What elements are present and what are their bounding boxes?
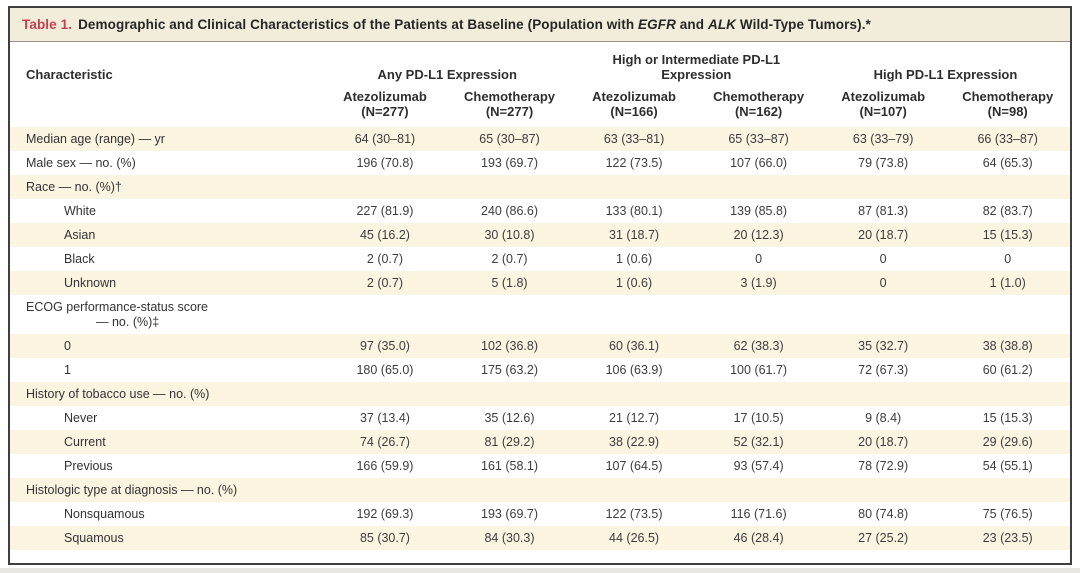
cell-value: 2 (0.7) bbox=[366, 252, 404, 266]
cell-value bbox=[572, 175, 697, 199]
cell-value bbox=[572, 382, 697, 406]
cell-value bbox=[821, 478, 946, 502]
cell-value: 78 (72.9) bbox=[858, 459, 909, 473]
table-row bbox=[10, 358, 1070, 382]
treatment-label: Atezolizumab bbox=[343, 89, 427, 104]
group-header-row bbox=[10, 42, 1070, 86]
cell-value: 27 (25.2) bbox=[858, 531, 909, 545]
cell-value bbox=[696, 478, 821, 502]
row-label: Asian bbox=[64, 228, 96, 242]
sample-size-label: (N=277) bbox=[485, 104, 534, 119]
table-title-text bbox=[78, 17, 871, 32]
cell-value: 35 (32.7) bbox=[858, 339, 909, 353]
cell-value: 63 (33–79) bbox=[852, 132, 914, 146]
cell-value: 64 (65.3) bbox=[982, 156, 1033, 170]
cell-value: 193 (69.7) bbox=[481, 156, 538, 170]
cell-value: 15 (15.3) bbox=[982, 411, 1033, 425]
cell-value: 44 (26.5) bbox=[609, 531, 660, 545]
row-label: Squamous bbox=[64, 531, 124, 545]
cell-value bbox=[945, 175, 1070, 199]
row-label: Black bbox=[64, 252, 95, 266]
cell-value: 107 (66.0) bbox=[730, 156, 788, 170]
table-number-label: Table 1. bbox=[22, 17, 73, 32]
treatment-label: Chemotherapy bbox=[713, 89, 805, 104]
column-header-atezolizumab-high-intermediate bbox=[572, 86, 697, 127]
cell-value: 45 (16.2) bbox=[359, 228, 410, 242]
cell-value: 240 (86.6) bbox=[481, 204, 538, 218]
cell-value: 116 (71.6) bbox=[730, 507, 787, 521]
table-row bbox=[10, 127, 1070, 151]
cell-value: 227 (81.9) bbox=[356, 204, 414, 218]
cell-value bbox=[323, 478, 448, 502]
cell-value: 87 (81.3) bbox=[858, 204, 909, 218]
title-segment-1: Demographic and Clinical Characteristics of the Patients at Baseline (Population with bbox=[78, 17, 639, 32]
cell-value: 35 (12.6) bbox=[484, 411, 535, 425]
sample-size-label: (N=166) bbox=[610, 104, 658, 119]
row-label: Never bbox=[64, 411, 98, 425]
cell-value: 62 (38.3) bbox=[733, 339, 784, 353]
row-label: Male sex — no. (%) bbox=[26, 156, 136, 170]
cell-value: 15 (15.3) bbox=[982, 228, 1033, 242]
cell-value: 17 (10.5) bbox=[733, 411, 784, 425]
cell-value: 23 (23.5) bbox=[982, 531, 1033, 545]
treatment-label: Atezolizumab bbox=[841, 89, 926, 104]
table-row bbox=[10, 151, 1070, 175]
treatment-label: Chemotherapy bbox=[962, 89, 1054, 104]
row-label: Unknown bbox=[64, 276, 117, 290]
table-body bbox=[10, 127, 1070, 550]
cell-value: 81 (29.2) bbox=[484, 435, 535, 449]
cell-value: 161 (58.1) bbox=[481, 459, 538, 473]
cell-value bbox=[447, 382, 572, 406]
cell-value: 2 (0.7) bbox=[366, 276, 404, 290]
cell-value: 84 (30.3) bbox=[484, 531, 535, 545]
cell-value: 102 (36.8) bbox=[481, 339, 538, 353]
table-row bbox=[10, 223, 1070, 247]
table-row bbox=[10, 271, 1070, 295]
gene-alk-label: ALK bbox=[707, 17, 737, 32]
cell-value: 30 (10.8) bbox=[484, 228, 535, 242]
cell-value bbox=[821, 175, 946, 199]
cell-value: 106 (63.9) bbox=[605, 363, 663, 377]
cell-value bbox=[696, 382, 821, 406]
cell-value: 64 (30–81) bbox=[354, 132, 416, 146]
cell-value bbox=[945, 382, 1070, 406]
column-header-chemotherapy-high-intermediate bbox=[696, 86, 821, 127]
cell-value bbox=[945, 295, 1070, 334]
cell-value: 0 bbox=[1004, 252, 1012, 266]
cell-value: 133 (80.1) bbox=[605, 204, 663, 218]
cell-value: 97 (35.0) bbox=[359, 339, 410, 353]
cell-value bbox=[572, 295, 697, 334]
cell-value: 66 (33–87) bbox=[977, 132, 1038, 146]
sample-size-label: (N=98) bbox=[987, 104, 1028, 119]
cell-value: 80 (74.8) bbox=[858, 507, 909, 521]
cell-value bbox=[572, 478, 697, 502]
table-row bbox=[10, 334, 1070, 358]
cell-value: 31 (18.7) bbox=[609, 228, 660, 242]
table-row bbox=[10, 406, 1070, 430]
table1-frame bbox=[8, 6, 1072, 565]
cell-value: 3 (1.9) bbox=[740, 276, 777, 290]
cell-value: 75 (76.5) bbox=[982, 507, 1033, 521]
table-row bbox=[10, 502, 1070, 526]
cell-value bbox=[323, 382, 448, 406]
column-group-high-pdl1: High PD-L1 Expression bbox=[821, 42, 1070, 86]
treatment-label: Chemotherapy bbox=[463, 89, 556, 104]
table-row bbox=[10, 175, 1070, 199]
cell-value bbox=[447, 295, 572, 334]
cell-value: 85 (30.7) bbox=[359, 531, 410, 545]
table-row bbox=[10, 382, 1070, 406]
cell-value: 72 (67.3) bbox=[858, 363, 909, 377]
cell-value: 192 (69.3) bbox=[356, 507, 414, 521]
sample-size-label: (N=277) bbox=[361, 104, 409, 119]
cell-value bbox=[821, 382, 946, 406]
cell-value: 74 (26.7) bbox=[359, 435, 410, 449]
column-header-chemotherapy-high bbox=[945, 86, 1070, 127]
cell-value: 0 bbox=[755, 252, 763, 266]
page-bottom-edge bbox=[0, 568, 1080, 573]
sample-size-label: (N=107) bbox=[859, 104, 907, 119]
cell-value: 93 (57.4) bbox=[733, 459, 784, 473]
cell-value: 1 (1.0) bbox=[989, 276, 1026, 290]
row-label: ECOG performance-status score — no. (%)‡ bbox=[10, 295, 323, 334]
table-row bbox=[10, 478, 1070, 502]
column-header-atezolizumab-any bbox=[323, 86, 448, 127]
cell-value bbox=[323, 295, 448, 334]
cell-value: 122 (73.5) bbox=[605, 507, 663, 521]
cell-value: 193 (69.7) bbox=[481, 507, 538, 521]
cell-value: 82 (83.7) bbox=[982, 204, 1033, 218]
column-header-spacer bbox=[10, 86, 323, 127]
row-label: Histologic type at diagnosis — no. (%) bbox=[26, 483, 238, 497]
cell-value: 37 (13.4) bbox=[359, 411, 410, 425]
cell-value bbox=[945, 478, 1070, 502]
row-label: Median age (range) — yr bbox=[26, 132, 165, 146]
cell-value: 2 (0.7) bbox=[491, 252, 528, 266]
cell-value bbox=[696, 175, 821, 199]
gene-egfr-label: EGFR bbox=[638, 17, 676, 32]
cell-value: 9 (8.4) bbox=[865, 411, 902, 425]
cell-value bbox=[696, 295, 821, 334]
column-group-any-pdl1: Any PD-L1 Expression bbox=[323, 42, 572, 86]
cell-value: 79 (73.8) bbox=[858, 156, 909, 170]
title-segment-2: and bbox=[675, 17, 708, 32]
row-label: Current bbox=[64, 435, 106, 449]
cell-value: 52 (32.1) bbox=[733, 435, 784, 449]
cell-value: 180 (65.0) bbox=[356, 363, 414, 377]
table-row bbox=[10, 454, 1070, 478]
cell-value: 65 (33–87) bbox=[728, 132, 789, 146]
cell-value bbox=[447, 478, 572, 502]
cell-value: 175 (63.2) bbox=[481, 363, 538, 377]
cell-value: 139 (85.8) bbox=[730, 204, 788, 218]
cell-value: 0 bbox=[879, 252, 887, 266]
cell-value: 1 (0.6) bbox=[615, 276, 653, 290]
characteristics-table bbox=[10, 42, 1070, 550]
cell-value: 100 (61.7) bbox=[730, 363, 788, 377]
column-header-characteristic: Characteristic bbox=[10, 42, 323, 86]
table-row bbox=[10, 247, 1070, 271]
cell-value: 0 bbox=[879, 276, 887, 290]
cell-value: 63 (33–81) bbox=[603, 132, 665, 146]
cell-value: 20 (12.3) bbox=[733, 228, 784, 242]
cell-value: 20 (18.7) bbox=[858, 228, 909, 242]
table-header bbox=[10, 42, 1070, 127]
cell-value: 65 (30–87) bbox=[479, 132, 540, 146]
row-label-line2: — no. (%)‡ bbox=[96, 315, 160, 329]
cell-value: 196 (70.8) bbox=[356, 156, 414, 170]
treatment-label: Atezolizumab bbox=[592, 89, 676, 104]
column-group-high-intermediate-pdl1: High or Intermediate PD-L1 Expression bbox=[572, 42, 821, 86]
cell-value: 60 (61.2) bbox=[982, 363, 1033, 377]
cell-value: 122 (73.5) bbox=[605, 156, 663, 170]
row-label: Race — no. (%)† bbox=[26, 180, 122, 194]
cell-value: 54 (55.1) bbox=[982, 459, 1033, 473]
table-row bbox=[10, 430, 1070, 454]
cell-value: 107 (64.5) bbox=[605, 459, 663, 473]
cell-value bbox=[323, 175, 448, 199]
cell-value: 166 (59.9) bbox=[356, 459, 414, 473]
cell-value: 20 (18.7) bbox=[858, 435, 909, 449]
column-header-atezolizumab-high bbox=[821, 86, 946, 127]
cell-value: 60 (36.1) bbox=[609, 339, 660, 353]
cell-value: 5 (1.8) bbox=[491, 276, 528, 290]
row-label: 1 bbox=[64, 363, 71, 377]
row-label: 0 bbox=[64, 339, 71, 353]
arm-header-row bbox=[10, 86, 1070, 127]
table-title-bar bbox=[10, 8, 1070, 42]
column-header-chemotherapy-any bbox=[447, 86, 572, 127]
table-row bbox=[10, 199, 1070, 223]
cell-value bbox=[821, 295, 946, 334]
cell-value: 29 (29.6) bbox=[982, 435, 1033, 449]
cell-value: 46 (28.4) bbox=[733, 531, 784, 545]
title-segment-3: Wild-Type Tumors).* bbox=[736, 17, 871, 32]
row-label: White bbox=[64, 204, 96, 218]
cell-value: 21 (12.7) bbox=[609, 411, 660, 425]
cell-value bbox=[447, 175, 572, 199]
sample-size-label: (N=162) bbox=[734, 104, 783, 119]
row-label: Nonsquamous bbox=[64, 507, 145, 521]
row-label: History of tobacco use — no. (%) bbox=[26, 387, 210, 401]
cell-value: 38 (38.8) bbox=[982, 339, 1033, 353]
table-row bbox=[10, 295, 1070, 334]
row-label: Previous bbox=[64, 459, 113, 473]
table-row bbox=[10, 526, 1070, 550]
cell-value: 38 (22.9) bbox=[609, 435, 660, 449]
cell-value: 1 (0.6) bbox=[615, 252, 653, 266]
